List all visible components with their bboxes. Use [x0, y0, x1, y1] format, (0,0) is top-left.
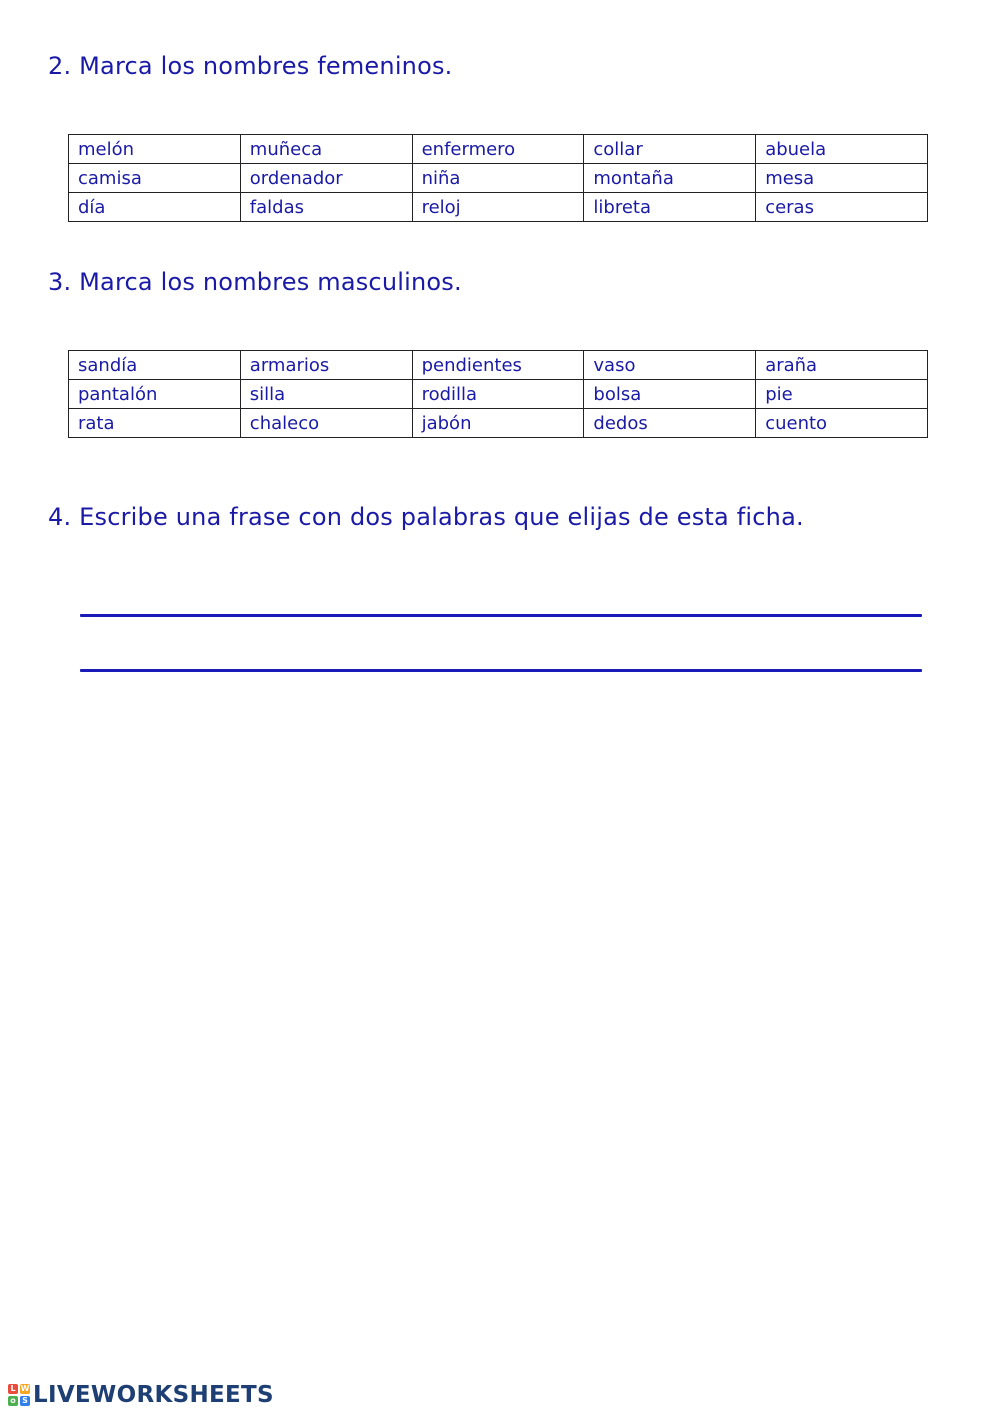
table-row	[69, 164, 928, 193]
word-cell[interactable]: enfermero	[412, 135, 584, 164]
word-cell[interactable]: armarios	[240, 351, 412, 380]
word-cell[interactable]: rodilla	[412, 380, 584, 409]
table-row	[69, 409, 928, 438]
word-cell[interactable]: sandía	[69, 351, 241, 380]
word-cell[interactable]: faldas	[240, 193, 412, 222]
section-2-heading: 2. Marca los nombres femeninos.	[48, 52, 453, 80]
word-cell[interactable]: rata	[69, 409, 241, 438]
word-cell[interactable]: libreta	[584, 193, 756, 222]
section-4-heading: 4. Escribe una frase con dos palabras que elijas de esta ficha.	[48, 503, 804, 531]
table-row	[69, 351, 928, 380]
logo-tile: S	[20, 1396, 30, 1406]
logo-tile: W	[20, 1384, 30, 1393]
word-cell[interactable]: ordenador	[240, 164, 412, 193]
feminine-nouns-table	[68, 134, 928, 222]
word-cell[interactable]: muñeca	[240, 135, 412, 164]
word-cell[interactable]: chaleco	[240, 409, 412, 438]
answer-line-2[interactable]	[80, 669, 922, 672]
section-3-heading: 3. Marca los nombres masculinos.	[48, 268, 462, 296]
word-cell[interactable]: melón	[69, 135, 241, 164]
answer-line-1[interactable]	[80, 614, 922, 617]
word-cell[interactable]: abuela	[756, 135, 928, 164]
word-cell[interactable]: día	[69, 193, 241, 222]
word-cell[interactable]: montaña	[584, 164, 756, 193]
masculine-nouns-table	[68, 350, 928, 438]
word-cell[interactable]: dedos	[584, 409, 756, 438]
brand-name: LIVEWORKSHEETS	[33, 1382, 274, 1408]
footer-brand	[8, 1380, 274, 1410]
word-cell[interactable]: reloj	[412, 193, 584, 222]
table-row	[69, 380, 928, 409]
word-cell[interactable]: collar	[584, 135, 756, 164]
word-cell[interactable]: pendientes	[412, 351, 584, 380]
word-cell[interactable]: bolsa	[584, 380, 756, 409]
word-cell[interactable]: ceras	[756, 193, 928, 222]
word-cell[interactable]: silla	[240, 380, 412, 409]
table-row	[69, 135, 928, 164]
word-cell[interactable]: mesa	[756, 164, 928, 193]
word-cell[interactable]: pantalón	[69, 380, 241, 409]
logo-tile: L	[8, 1384, 18, 1394]
logo-tile: o	[8, 1396, 18, 1406]
word-cell[interactable]: cuento	[756, 409, 928, 438]
word-cell[interactable]: vaso	[584, 351, 756, 380]
liveworksheets-logo-icon	[8, 1384, 30, 1406]
word-cell[interactable]: araña	[756, 351, 928, 380]
word-cell[interactable]: pie	[756, 380, 928, 409]
word-cell[interactable]: jabón	[412, 409, 584, 438]
word-cell[interactable]: niña	[412, 164, 584, 193]
word-cell[interactable]: camisa	[69, 164, 241, 193]
table-row	[69, 193, 928, 222]
